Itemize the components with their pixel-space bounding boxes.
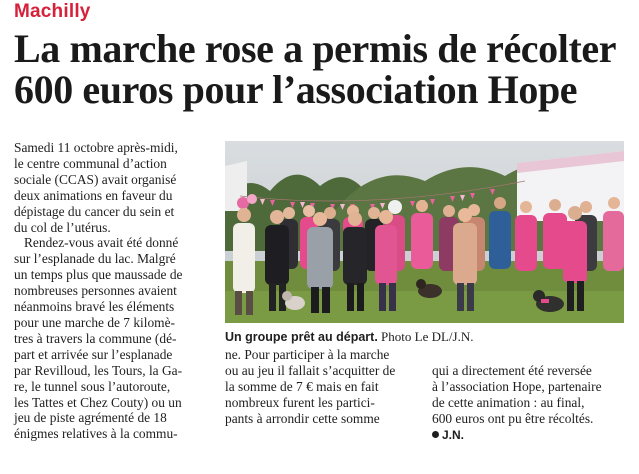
author-signature (432, 427, 626, 444)
photo-credit: Photo Le DL/J.N. (381, 329, 474, 344)
article-column-3 (432, 363, 626, 444)
article-photo-group (225, 141, 624, 323)
headline-line-1: La marche rose a permis de récolter (14, 26, 617, 71)
body-line: les Tattes et Chez Couty) ou un (14, 394, 182, 410)
signature-text: J.N. (442, 427, 465, 442)
body-line: le centre communal d’action (14, 155, 167, 171)
body-line: nombreux furent les partici- (225, 394, 375, 410)
group-photo-illustration (225, 141, 624, 323)
body-line: tres à travers la commune (dé- (14, 330, 177, 346)
body-line: du col de l’utérus. (14, 219, 111, 235)
article-column-2 (225, 347, 419, 427)
headline-line-2: 600 euros pour l’association Hope (14, 67, 578, 112)
article-headline (14, 28, 634, 110)
body-line: un temps plus que maussade de (14, 267, 183, 283)
article-location-kicker: Machilly (14, 1, 91, 22)
body-line: Rendez-vous avait été donné (24, 235, 179, 251)
body-line: par Revilloud, les Tours, la Ga- (14, 362, 183, 378)
body-line: pants à arrondir cette somme (225, 410, 380, 426)
body-line: ne. Pour participer à la marche (225, 347, 390, 362)
body-line: à l’association Hope, partenaire (432, 378, 602, 394)
body-line: jeu de piste agrémenté de 18 (14, 410, 167, 426)
body-line: part et arrivée sur l’esplanade (14, 346, 173, 362)
signature-bullet-icon (432, 431, 439, 438)
article-column-1 (14, 140, 214, 442)
body-line: deux animations en faveur du (14, 187, 173, 203)
body-line: énigmes relatives à la commu- (14, 426, 178, 442)
body-line: re, le tunnel sous l’autoroute, (14, 378, 171, 394)
body-line: sociale (CCAS) avait organisé (14, 171, 177, 187)
body-line: sur l’esplanade du lac. Malgré (14, 251, 176, 267)
body-line: 600 euros ont pu être récoltés. (432, 410, 594, 426)
body-line: la somme de 7 € mais en fait (225, 378, 379, 394)
photo-caption-title: Un groupe prêt au départ. (225, 330, 378, 344)
body-line: dépistage du cancer du sein et (14, 203, 175, 219)
body-line: ou au jeu il fallait s’acquitter de (225, 362, 396, 378)
body-line: Samedi 11 octobre après-midi, (14, 140, 178, 155)
body-line: néanmoins bravé les éléments (14, 299, 175, 315)
body-line: pour une marche de 7 kilomè- (14, 314, 176, 330)
photo-caption (225, 329, 625, 345)
body-line: qui a directement été reversée (432, 363, 592, 378)
body-line: nombreuses personnes avaient (14, 283, 177, 299)
body-line: de cette animation : au final, (432, 394, 585, 410)
